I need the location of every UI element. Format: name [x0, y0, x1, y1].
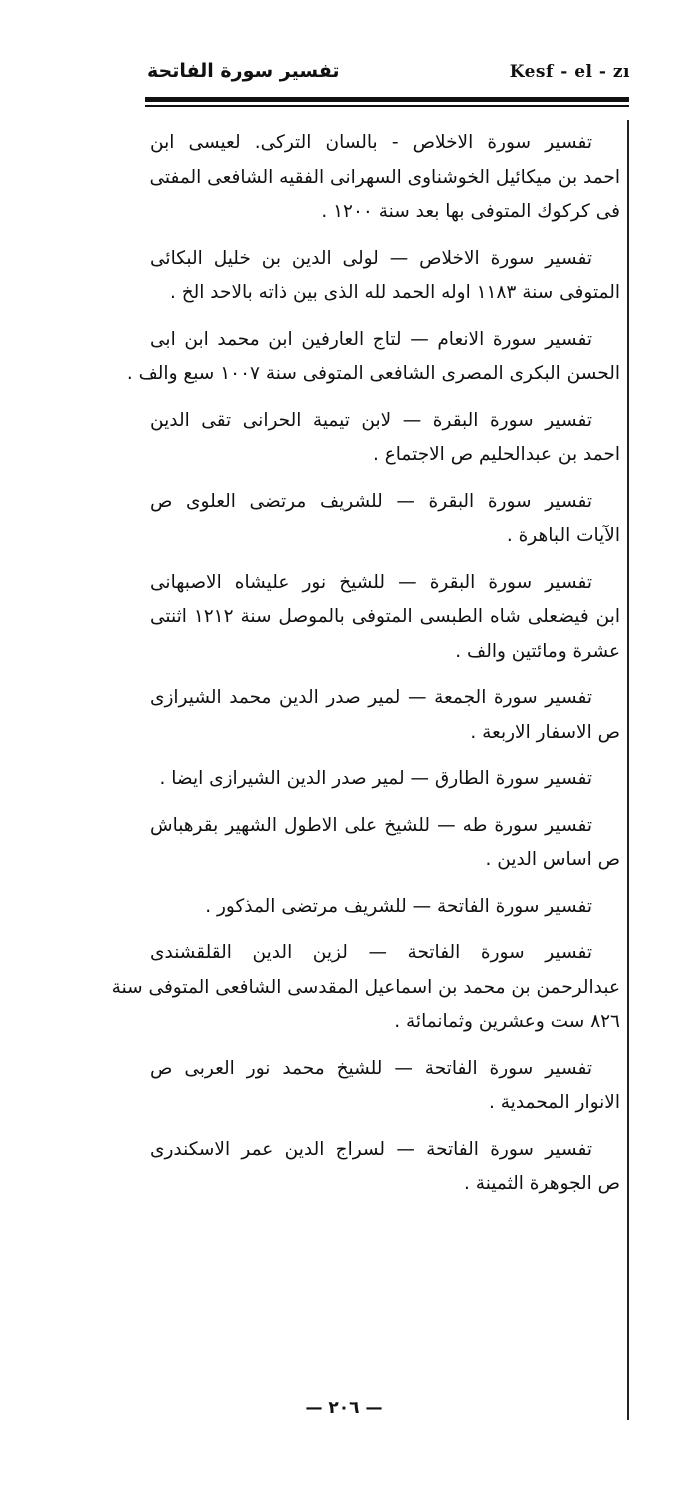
list-item	[126, 323, 620, 392]
entries-list	[111, 126, 620, 1214]
entry-text-line: عشرة ومائتين والف .	[455, 640, 620, 662]
page-number: — ٢٠٦ —	[305, 1398, 383, 1418]
entry-title-line: تفسير سورة البقرة — للشيخ نور عليشاه الاصبهانى	[150, 571, 592, 593]
list-item	[111, 936, 620, 1040]
list-item	[150, 809, 620, 878]
entry-text-line: ٨٢٦ ست وعشرين وثمانمائة .	[394, 1011, 620, 1032]
list-item	[150, 1052, 620, 1121]
entry-text-line: احمد بن عبدالحليم ص الاجتماع .	[372, 444, 620, 465]
entry-text-line: فى كركوك المتوفى بها بعد سنة ١٢٠٠ .	[321, 201, 620, 222]
entry-title-line: تفسير سورة الاخلاص — لولى الدين بن خليل البكائى	[150, 247, 592, 269]
entry-title-line: تفسير سورة البقرة — لابن تيمية الحرانى تقى الدين	[150, 409, 592, 431]
entry-text-line: الحسن البكرى المصرى الشافعى المتوفى سنة ١٠٠٧ سبع والف .	[126, 363, 620, 384]
entry-title-line: تفسير سورة الطارق — لمير صدر الدين الشيرازى ايضا .	[159, 768, 592, 789]
entry-text-line: الانوار المحمدية .	[489, 1092, 620, 1113]
entry-text-line: المتوفى سنة ١١٨٣ اوله الحمد لله الذى بين ذاته بالاحد الخ .	[169, 282, 620, 303]
running-header-latin: Kesf - el - zı	[509, 62, 630, 82]
entry-title-line: تفسير سورة الفاتحة — لزين الدين القلقشندى	[150, 942, 592, 963]
list-item	[150, 242, 620, 311]
list-item	[150, 566, 620, 670]
entry-title-line: تفسير سورة الفاتحة — للشريف مرتضى المذكور .	[205, 895, 592, 917]
list-item	[150, 404, 620, 473]
entry-text-line: الآيات الباهرة .	[506, 525, 620, 546]
entry-title-line: تفسير سورة الانعام — لتاج العارفين ابن محمد ابن ابى	[150, 328, 592, 350]
list-item	[150, 762, 620, 797]
entry-title-line: تفسير سورة طه — للشيخ على الاطول الشهير بقرهباش	[150, 814, 592, 836]
list-item	[150, 485, 620, 554]
entry-title-line: تفسير سورة الجمعة — لمير صدر الدين محمد الشيرازى	[150, 687, 592, 708]
header-rule-thick	[145, 97, 629, 102]
header-rule-thin	[145, 105, 629, 107]
list-item	[150, 126, 620, 230]
entry-text-line: ابن فيضعلى شاه الطبسى المتوفى بالموصل سنة ١٢١٢ اثنتى	[150, 606, 620, 627]
entry-text-line: ص الاسفار الاربعة .	[470, 721, 620, 743]
entry-title-line: تفسير سورة البقرة — للشريف مرتضى العلوى ص	[150, 490, 592, 512]
entry-text-line: احمد بن ميكائيل الخوشناوى السهرانى الفقيه الشافعى المفتى	[149, 166, 620, 188]
margin-line	[627, 120, 629, 1420]
list-item	[150, 681, 620, 750]
running-header-arabic: تفسير سورة الفاتحة	[147, 60, 340, 82]
entry-text-line: عبدالرحمن بن محمد بن اسماعيل المقدسى الشافعى المتوفى سنة	[111, 976, 620, 998]
entry-title-line: تفسير سورة الاخلاص - بالسان التركى. لعيسى ابن	[150, 132, 592, 153]
list-item	[150, 890, 620, 925]
entry-text-line: ص اساس الدين .	[485, 849, 620, 870]
entry-title-line: تفسير سورة الفاتحة — لسراج الدين عمر الاسكندرى	[150, 1138, 592, 1160]
list-item	[150, 1133, 620, 1202]
entry-title-line: تفسير سورة الفاتحة — للشيخ محمد نور العربى ص	[150, 1057, 592, 1079]
entry-text-line: ص الجوهرة الثمينة .	[464, 1173, 620, 1194]
